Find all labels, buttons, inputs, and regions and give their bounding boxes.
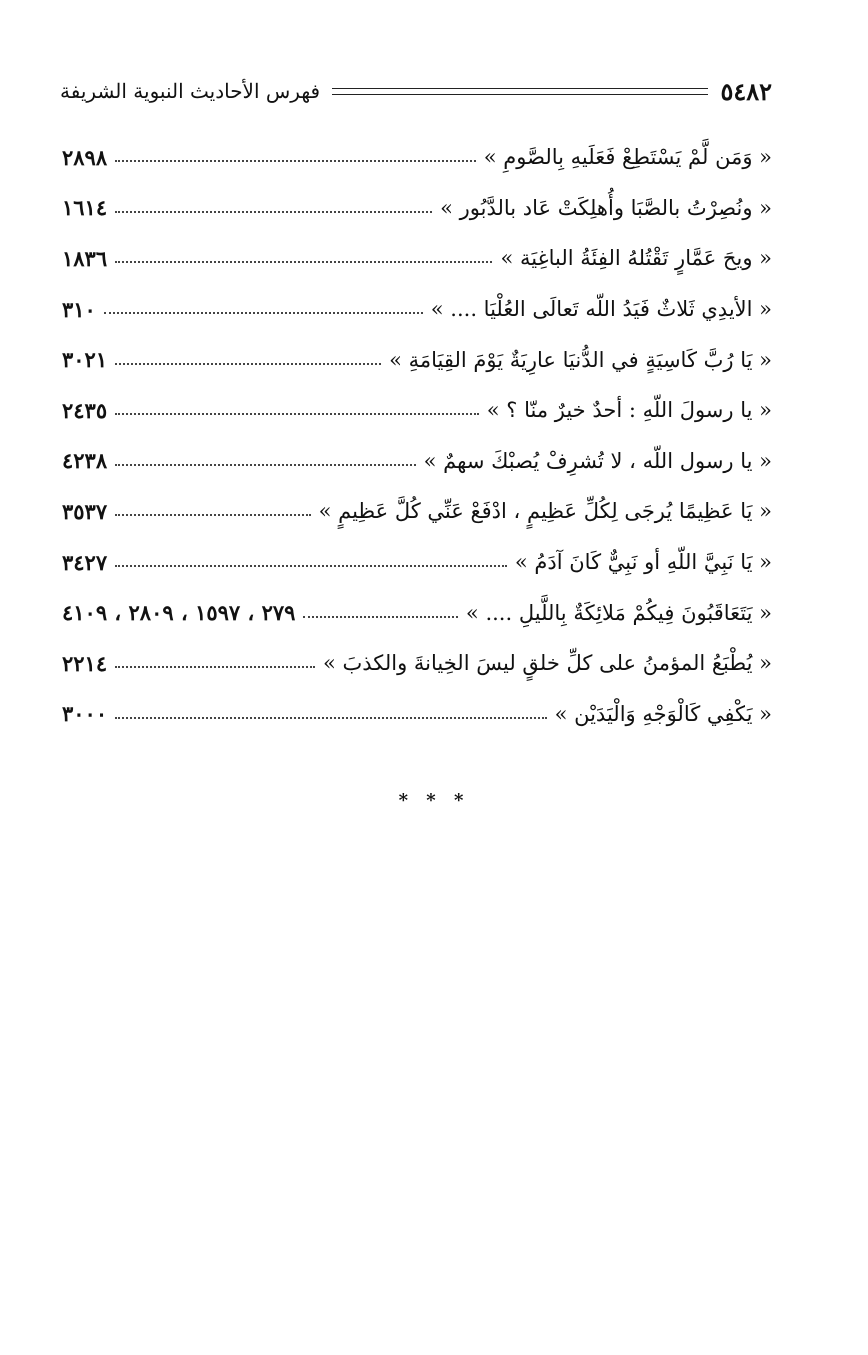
running-title: فهرس الأحاديث النبوية الشريفة	[60, 79, 321, 103]
hadith-text: « يَكْفِي كَالْوَجْهِ وَالْيَدَيْن »	[554, 701, 772, 726]
leader-dots	[115, 413, 479, 415]
index-entry	[62, 183, 772, 234]
index-entry	[62, 638, 772, 689]
leader-dots	[303, 616, 457, 618]
reference-numbers: ٤٢٣٨	[62, 448, 108, 474]
hadith-text: « ونُصِرْتُ بالصَّبَا وأُهلِكَتْ عَاد بالدَّبُور »	[440, 195, 772, 220]
header-double-rule	[332, 88, 708, 95]
index-entry	[62, 385, 772, 436]
index-entry	[62, 334, 772, 385]
leader-dots	[115, 464, 416, 466]
hadith-text: « ويحَ عَمَّارٍ تَقْتُلهُ الفِئَةُ الباغِيَة »	[500, 246, 772, 271]
page-number: ٥٤٨٢	[720, 76, 772, 106]
index-entry	[62, 233, 772, 284]
index-entry	[62, 689, 772, 740]
leader-dots	[115, 717, 546, 719]
hadith-text: « يُطْبَعُ المؤمنُ على كلِّ خلقٍ ليسَ الخِيانةَ والكذبَ »	[322, 651, 772, 676]
reference-numbers: ٣٥٣٧	[62, 498, 108, 524]
hadith-text: « يا رسول اللّه ، لا تُشرِفْ يُصبْكَ سهمٌ »	[423, 448, 772, 473]
leader-dots	[115, 211, 432, 213]
leader-dots	[115, 514, 310, 516]
leader-dots	[115, 160, 476, 162]
index-entry	[62, 537, 772, 588]
leader-dots	[115, 261, 492, 263]
reference-numbers: ٣٠٠٠	[62, 701, 108, 727]
reference-numbers: ٢٨٩٨	[62, 144, 108, 170]
hadith-text: « يَا عَظِيمًا يُرجَى لِكُلِّ عَظِيمٍ ، ادْفَعْ عَنِّي كُلَّ عَظِيمٍ »	[318, 499, 772, 524]
reference-numbers: ١٦١٤	[62, 195, 108, 221]
index-entry	[62, 587, 772, 638]
index-entry	[62, 284, 772, 335]
hadith-text: « الأيدِي ثَلاثٌ فَيَدُ اللّه تَعالَى العُلْيَا .... »	[430, 297, 772, 322]
reference-numbers: ٣٤٢٧	[62, 549, 108, 575]
leader-dots	[115, 363, 381, 365]
hadith-text: « يَتَعَاقَبُونَ فِيكُمْ مَلائِكَةٌ بِاللَّيلِ .... »	[465, 600, 772, 625]
reference-numbers: ٢٧٩ ، ١٥٩٧ ، ٢٨٠٩ ، ٤١٠٩	[62, 600, 296, 626]
leader-dots	[115, 565, 507, 567]
page-header	[60, 76, 772, 106]
hadith-text: « يَا نَبِيَّ اللّهِ أو نَبِيٌّ كَانَ آدَمُ »	[514, 550, 772, 575]
reference-numbers: ٣١٠	[62, 296, 96, 322]
hadith-text: « يَا رُبَّ كَاسِيَةٍ في الدُّنيَا عارِيَةٌ يَوْمَ القِيَامَةِ »	[389, 347, 772, 372]
section-end-stars: * * *	[398, 790, 470, 811]
reference-numbers: ٣٠٢١	[62, 347, 108, 373]
leader-dots	[115, 666, 315, 668]
index-entry	[62, 132, 772, 183]
hadith-index-list	[62, 132, 772, 739]
hadith-text: « وَمَن لَّمْ يَسْتَطِعْ فَعَلَيهِ بِالصَّومِ »	[483, 145, 772, 170]
index-entry	[62, 486, 772, 537]
leader-dots	[104, 312, 423, 314]
reference-numbers: ٢٤٣٥	[62, 397, 108, 423]
hadith-text: « يا رسولَ اللّهِ : أحدٌ خيرٌ منّا ؟ »	[486, 398, 772, 423]
index-entry	[62, 436, 772, 487]
reference-numbers: ٢٢١٤	[62, 650, 108, 676]
reference-numbers: ١٨٣٦	[62, 245, 108, 271]
